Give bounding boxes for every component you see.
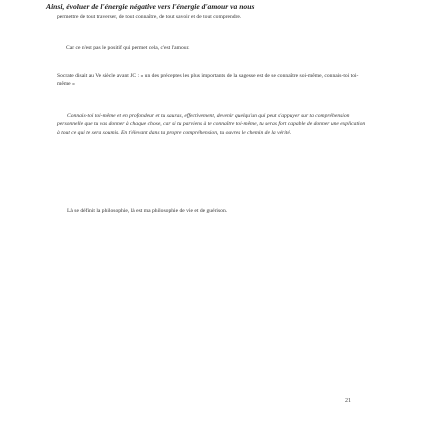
paragraph-4: Là se définit la philosophie, là est ma philosophie de vie et de guérison. bbox=[67, 208, 228, 214]
page-heading: Ainsi, évoluer de l'énergie négative vers l'énergie d'amour va nous bbox=[46, 2, 255, 11]
paragraph-1: permettre de tout traverser, de tout connaître, de tout savoir et de tout comprendre. bbox=[57, 14, 242, 20]
quote-line: Car ce n'est pas le positif qui permet cela, c'est l'amour. bbox=[66, 45, 190, 51]
paragraph-2: Socrate disait au Ve siècle avant JC : « un des préceptes les plus importants de la sagesse est de se connaître soi-même, connais-toi toi-même » bbox=[57, 73, 359, 87]
page-number: 21 bbox=[345, 398, 351, 404]
paragraph-3: Connais-toi toi-même et en profondeur et tu sauras, effectivement, devenir quelqu'un qui peut s'appuyer sur ta compréhension personnelle que tu vas donner à chaque chose, car si tu parviens à te connaître toi-même, tu seras fort capable de donner une explication à tout ce qui te sera soumis. En t'élevant dans ta propre compréhension, tu ouvres le chemin de la vérité. bbox=[57, 113, 366, 136]
